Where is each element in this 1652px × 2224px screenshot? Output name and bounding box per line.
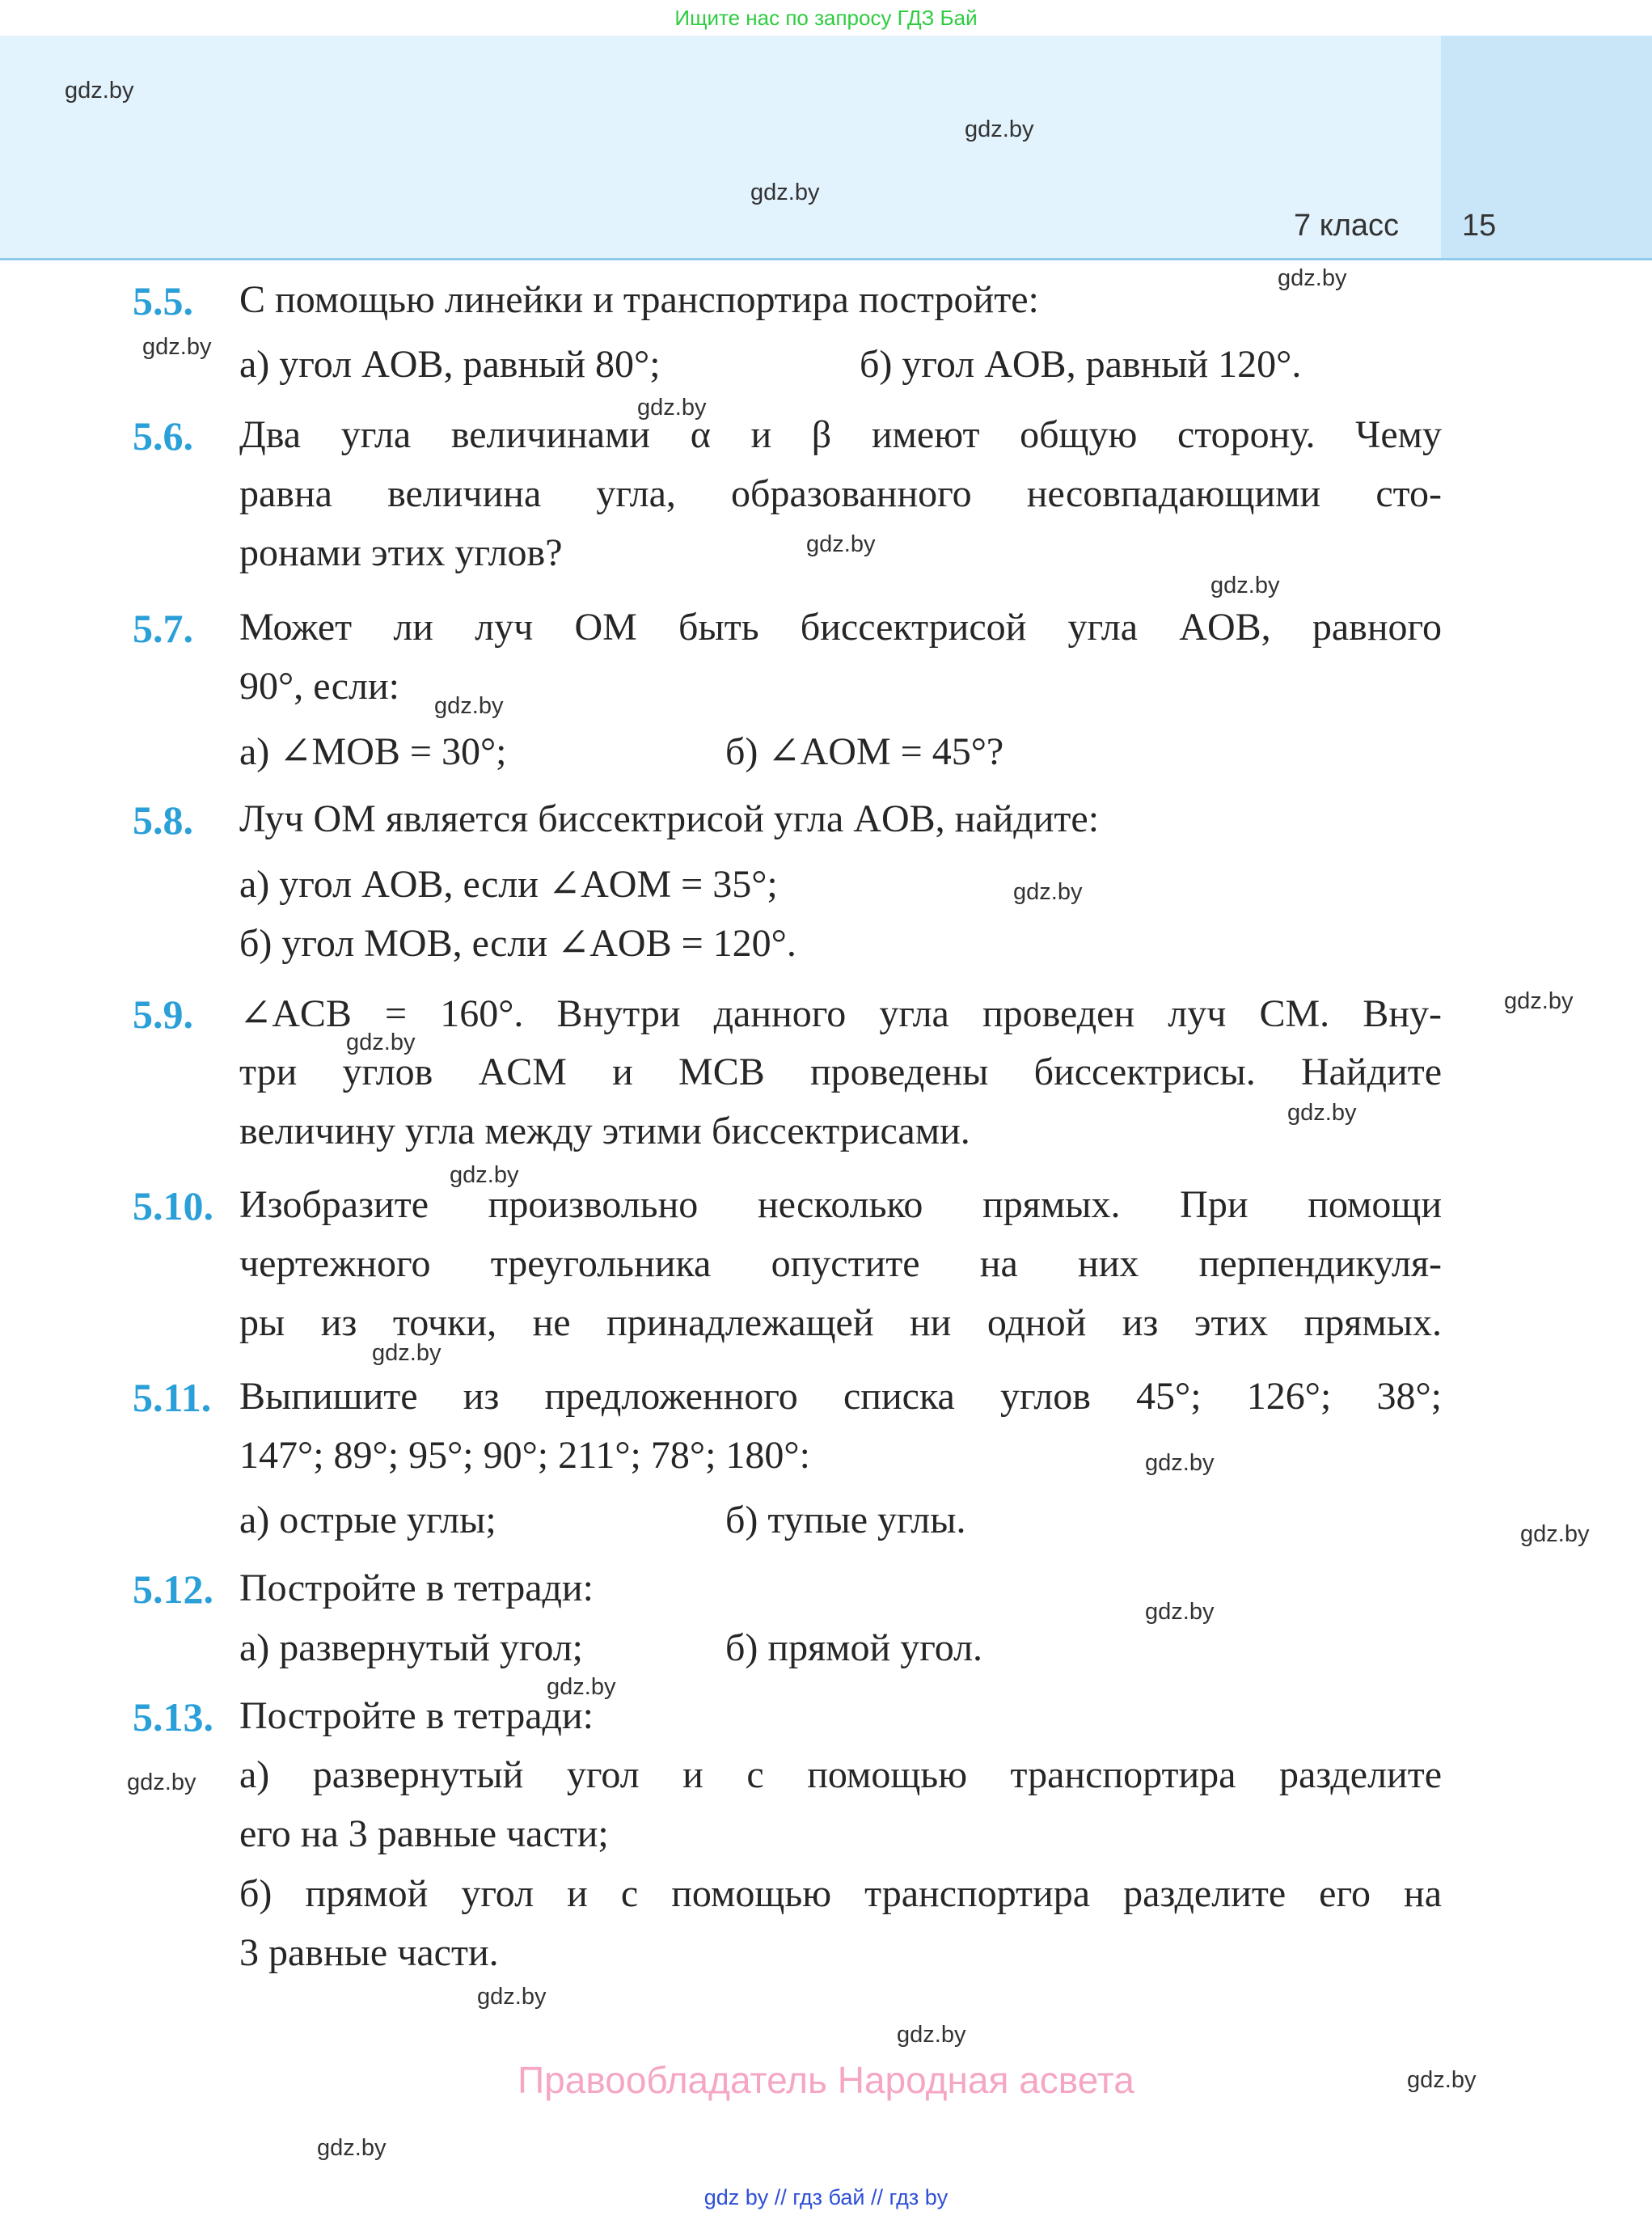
exercise-text: ры из точки, не принадлежащей ни одной из этих прямых. — [239, 1301, 1442, 1344]
exercise-option-b: б) ∠AOM = 45°? — [725, 730, 1004, 773]
exercise-option-b: б) угол AOB, равный 120°. — [860, 343, 1302, 386]
exercise-option-b: б) прямой угол и с помощью транспортира разделите его на — [239, 1872, 1442, 1915]
exercise-text: Изобразите произвольно несколько прямых. При помощи — [239, 1183, 1442, 1226]
exercise-number: 5.6. — [133, 413, 193, 459]
exercise-option-b: б) угол MOB, если ∠AOB = 120°. — [239, 922, 796, 965]
watermark: gdz.by — [750, 180, 820, 205]
watermark: gdz.by — [1210, 573, 1280, 598]
watermark: gdz.by — [434, 693, 504, 719]
exercise-text: Луч OM является биссектрисой угла AOB, найдите: — [239, 797, 1100, 840]
watermark: gdz.by — [1145, 1599, 1215, 1625]
exercise-option-b-cont: 3 равные части. — [239, 1931, 499, 1974]
exercise-number: 5.8. — [133, 797, 193, 843]
watermark: gdz.by — [547, 1674, 616, 1700]
exercise-text: Постройте в тетради: — [239, 1567, 594, 1609]
exercise-text: чертежного треугольника опустите на них перпендикуля- — [239, 1242, 1442, 1285]
exercise-text: величину угла между этими биссектрисами. — [239, 1110, 970, 1152]
exercise-option-a: а) угол AOB, если ∠AOM = 35°; — [239, 863, 778, 906]
exercise-text: Постройте в тетради: — [239, 1694, 594, 1737]
exercise-number: 5.5. — [133, 278, 193, 323]
exercise-option-a: а) угол AOB, равный 80°; — [239, 343, 661, 386]
exercise-text: три углов ACM и MCB проведены биссектрисы. Найдите — [239, 1051, 1442, 1093]
exercise-option-b: б) тупые углы. — [725, 1499, 966, 1541]
exercise-option-a: а) острые углы; — [239, 1499, 496, 1541]
exercise-text: 90°, если: — [239, 665, 399, 708]
footer-links[interactable]: gdz by // гдз бай // гдз by — [703, 2185, 949, 2209]
watermark: gdz.by — [1145, 1450, 1215, 1476]
watermark: gdz.by — [1013, 879, 1083, 905]
exercise-number: 5.9. — [133, 991, 193, 1037]
watermark: gdz.by — [1504, 988, 1574, 1014]
exercise-text: 147°; 89°; 95°; 90°; 211°; 78°; 180°: — [239, 1434, 810, 1477]
watermark: gdz.by — [637, 395, 707, 421]
watermark: gdz.by — [346, 1030, 416, 1055]
watermark: gdz.by — [127, 1769, 196, 1795]
watermark: gdz.by — [65, 78, 134, 104]
exercise-option-b: б) прямой угол. — [725, 1626, 983, 1669]
exercise-text: С помощью линейки и транспортира постройте: — [239, 278, 1039, 321]
exercise-text: равна величина угла, образованного несовпадающими сто- — [239, 472, 1442, 515]
page-number: 15 — [1462, 209, 1497, 243]
watermark: gdz.by — [477, 1984, 547, 2010]
watermark: gdz.by — [142, 334, 212, 360]
exercise-text: Два угла величинами α и β имеют общую сторону. Чему — [239, 413, 1442, 456]
exercise-option-a-cont: его на 3 равные части; — [239, 1812, 609, 1855]
watermark: gdz.by — [897, 2022, 966, 2048]
exercise-number: 5.10. — [133, 1183, 213, 1228]
watermark: gdz.by — [450, 1162, 519, 1188]
exercise-number: 5.13. — [133, 1694, 213, 1740]
watermark: gdz.by — [1278, 265, 1347, 291]
exercise-text: Выпишите из предложенного списка углов 45°; 126°; 38°; — [239, 1375, 1442, 1418]
exercise-number: 5.12. — [133, 1567, 213, 1612]
page-header-band — [0, 36, 1441, 260]
watermark: gdz.by — [1520, 1521, 1590, 1547]
exercise-option-a: а) развернутый угол; — [239, 1626, 583, 1669]
exercise-number: 5.7. — [133, 606, 193, 651]
exercise-text: ∠ACB = 160°. Внутри данного угла проведен луч CM. Вну- — [239, 992, 1442, 1035]
exercise-number: 5.11. — [133, 1375, 212, 1420]
watermark: gdz.by — [965, 116, 1034, 142]
exercise-text: ронами этих углов? — [239, 531, 563, 574]
copyright-notice: Правообладатель Народная асвета — [518, 2059, 1134, 2101]
watermark: gdz.by — [372, 1340, 442, 1366]
exercise-option-a: а) развернутый угол и с помощью транспортира разделите — [239, 1753, 1442, 1796]
watermark: gdz.by — [317, 2135, 387, 2161]
exercise-option-a: а) ∠MOB = 30°; — [239, 730, 507, 773]
exercise-text: Может ли луч OM быть биссектрисой угла AOB, равного — [239, 606, 1442, 649]
watermark: gdz.by — [1407, 2067, 1477, 2093]
watermark: gdz.by — [1287, 1100, 1357, 1126]
search-banner: Ищите нас по запросу ГДЗ Бай — [674, 6, 978, 30]
watermark: gdz.by — [806, 531, 876, 557]
grade-label: 7 класс — [1294, 209, 1400, 243]
